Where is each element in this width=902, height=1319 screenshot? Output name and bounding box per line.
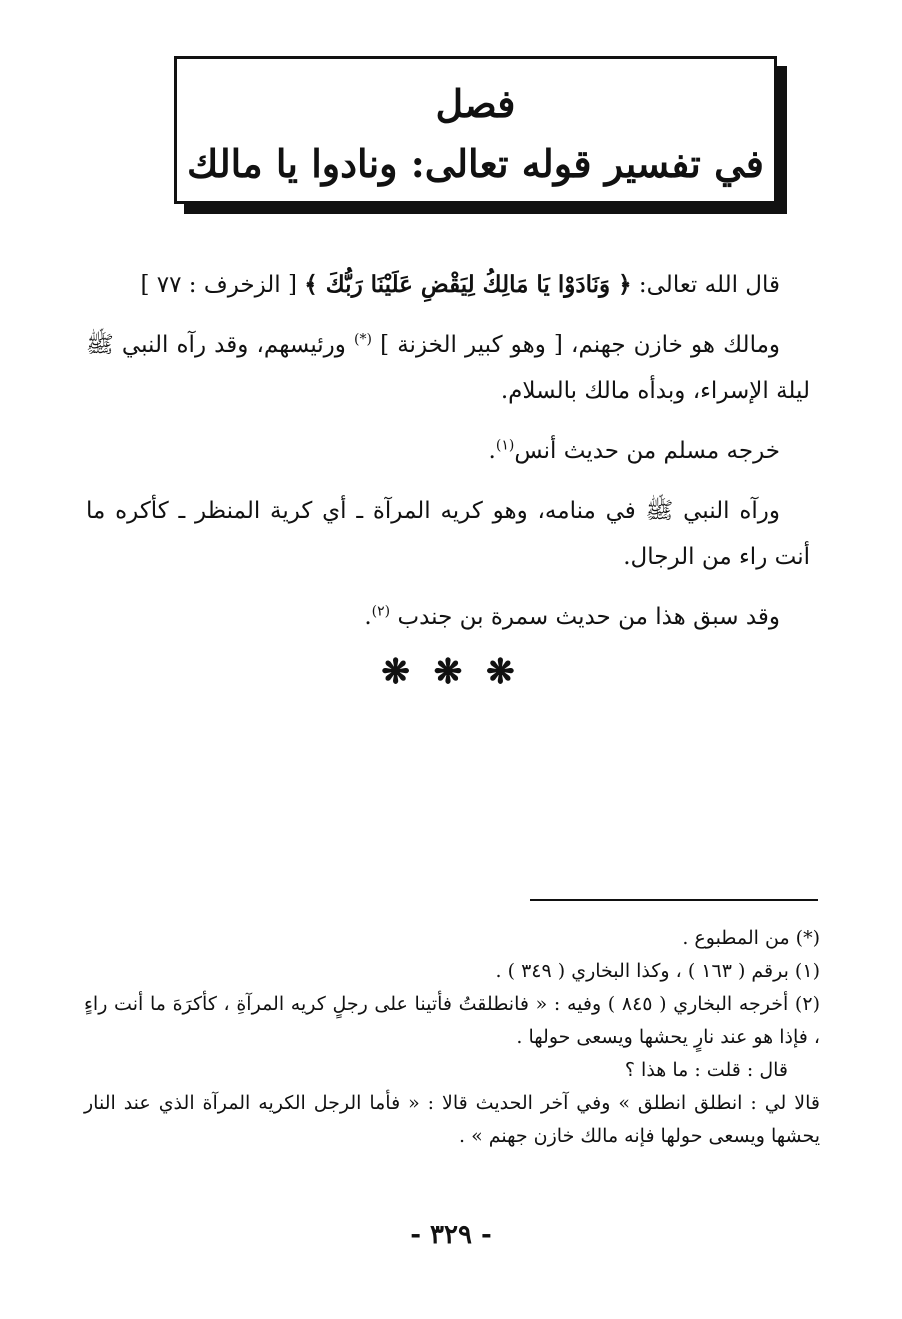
footnote-2-question: قال : قلت : ما هذا ؟ bbox=[624, 1059, 788, 1081]
footnotes bbox=[84, 922, 820, 1153]
paragraph-text: وقد سبق هذا من حديث سمرة بن جندب bbox=[390, 604, 780, 630]
footnote-2: (٢) أخرجه البخاري ( ٨٤٥ ) وفيه : « فانطلقتُ فأتينا على رجلٍ كريه المرآةِ ، كأكرَهَ ما أنت راءٍ ، فإذا هو عند نارٍ يحشها ويسعى حولها . bbox=[84, 993, 820, 1048]
footnote-2-continuation: قالا لي : انطلق انطلق » وفي آخر الحديث قالا : « فأما الرجل الكريه المرآة الذي عند النار يحشها ويسعى حولها فإنه مالك خازن جهنم » . bbox=[84, 1092, 820, 1147]
paragraph-malik bbox=[86, 322, 810, 414]
chapter-heading: فصل bbox=[435, 81, 516, 126]
footnote-1: (١) برقم ( ١٦٣ ) ، وكذا البخاري ( ٣٤٩ ) . bbox=[495, 960, 820, 982]
footnote-divider bbox=[530, 899, 818, 901]
page-number: - ٣٢٩ - bbox=[410, 1220, 492, 1250]
footnote-marker-1: (١) bbox=[495, 437, 515, 454]
chapter-subtitle: في تفسير قوله تعالى: ونادوا يا مالك bbox=[187, 141, 764, 186]
quran-verse: ﴿ وَنَادَوْا يَا مَالِكُ لِيَقْضِ عَلَيْنَا رَبُّكَ ﴾ bbox=[304, 271, 632, 298]
footnote-marker-star: (*) bbox=[354, 331, 372, 348]
verse-intro: قال الله تعالى: bbox=[631, 272, 780, 298]
paragraph-dream: ورآه النبي ﷺ في منامه، وهو كريه المرآة ـ أي كرية المنظر ـ كأكره ما أنت راء من الرجال. bbox=[86, 498, 810, 570]
section-separator: ❋ ❋ ❋ bbox=[381, 652, 521, 692]
paragraph-samura bbox=[86, 594, 810, 640]
paragraph-verse bbox=[86, 262, 810, 308]
chapter-title-box bbox=[174, 56, 777, 204]
paragraph-text: . bbox=[364, 604, 372, 630]
main-text bbox=[86, 262, 810, 654]
footnote-marker-2: (٢) bbox=[371, 603, 391, 620]
paragraph-text: ورئيسهم، وقد رآه النبي ﷺ ليلة الإسراء، وبدأه مالك بالسلام. bbox=[86, 332, 810, 404]
paragraph-text: . bbox=[488, 438, 496, 464]
paragraph-text: خرجه مسلم من حديث أنس bbox=[514, 438, 780, 464]
paragraph-muslim bbox=[86, 428, 810, 474]
footnote-star: (*) من المطبوع . bbox=[682, 927, 820, 949]
paragraph-text: ومالك هو خازن جهنم، [ وهو كبير الخزنة ] bbox=[371, 332, 780, 358]
verse-reference: [ الزخرف : ٧٧ ] bbox=[140, 272, 305, 298]
